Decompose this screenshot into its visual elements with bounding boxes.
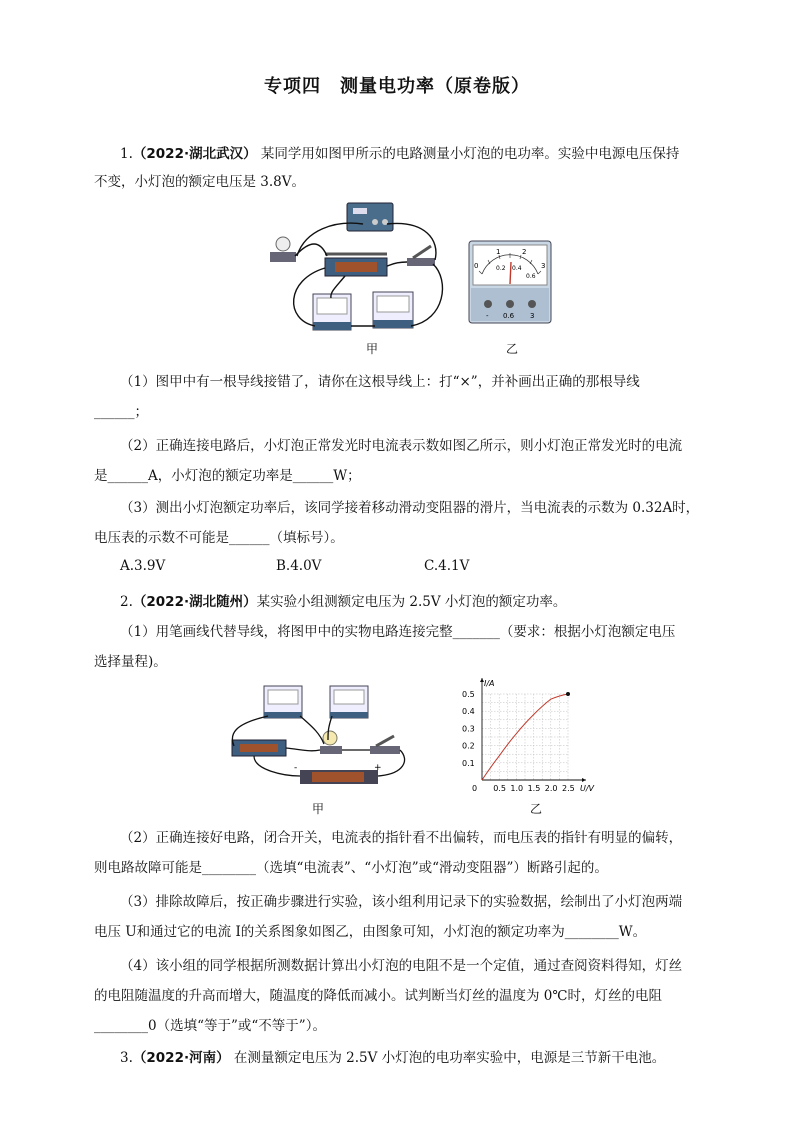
page-title: 专项四 测量电功率（原卷版） xyxy=(264,76,530,97)
q1-part1-a: （1）图甲中有一根导线接错了，请你在这根导线上：打“×”，并补画出正确的那根导线 xyxy=(120,374,640,390)
q1-figure-yi-ammeter xyxy=(468,240,552,324)
q2-part4-c: ________0（选填“等于”或“不等于”）。 xyxy=(94,1018,326,1034)
q1-part2-b: 是______A，小灯泡的额定功率是______W； xyxy=(94,468,361,484)
q2-part1-b: 选择量程)。 xyxy=(94,654,167,670)
x-tick-label: 2.0 xyxy=(544,784,558,793)
q3-number: 3. xyxy=(120,1050,133,1066)
q1-part3-b: 电压表的示数不可能是______（填标号）。 xyxy=(94,530,344,546)
q1-option-c: C.4.1V xyxy=(424,558,470,574)
x-tick-label: 0 xyxy=(472,784,478,793)
q1-fig-jia-caption: 甲 xyxy=(366,342,379,356)
q3-source: （2022·河南） xyxy=(132,1050,230,1066)
y-tick-label: 0.1 xyxy=(462,758,475,768)
meter-label-04: 0.4 xyxy=(512,265,522,272)
x-tick-label: 2.5 xyxy=(562,784,575,793)
meter-label-06: 0.6 xyxy=(526,273,536,280)
endpoint-marker xyxy=(566,692,570,696)
x-tick-label: 0.5 xyxy=(493,784,506,793)
q3-stem-line xyxy=(120,1046,665,1066)
meter-label-1: 1 xyxy=(496,248,501,256)
meter-label-2: 2 xyxy=(522,248,527,256)
terminal-neg: - xyxy=(486,312,489,320)
q1-number: 1. xyxy=(120,146,133,162)
y-axis-label: I/A xyxy=(484,679,495,688)
terminal-3: 3 xyxy=(530,312,535,320)
q2-part4-b: 的电阻随温度的升高而增大，随温度的降低而减小。试判断当灯丝的温度为 0℃时，灯丝的电阻 xyxy=(94,988,662,1004)
q2-stem: 某实验小组测额定电压为 2.5V 小灯泡的额定功率。 xyxy=(256,594,567,610)
q1-part1-b: ______； xyxy=(94,404,148,420)
q2-part2-a: （2）正确连接好电路，闭合开关，电流表的指针看不出偏转，而电压表的指针有明显的偏转， xyxy=(120,830,683,846)
q1-figure-jia xyxy=(265,200,455,340)
q2-figure-jia xyxy=(224,684,414,794)
q1-stem-b: 不变，小灯泡的额定电压是 3.8V。 xyxy=(94,174,306,190)
q2-part3-b: 电压 U和通过它的电流 I的关系图象如图乙，由图象可知，小灯泡的额定功率为________W。 xyxy=(94,924,647,940)
svg-text:+: + xyxy=(374,763,382,773)
x-axis-arrow xyxy=(582,778,586,782)
y-tick-label: 0.4 xyxy=(462,707,475,717)
meter-label-3: 3 xyxy=(541,262,546,270)
x-tick-label: 1.0 xyxy=(510,784,524,793)
svg-text:-: - xyxy=(294,763,298,773)
q2-number: 2. xyxy=(120,594,133,610)
q1-source: （2022·湖北武汉） xyxy=(132,146,257,162)
terminal-06: 0.6 xyxy=(503,312,515,320)
q3-stem: 在测量额定电压为 2.5V 小灯泡的电功率实验中，电源是三节新干电池。 xyxy=(233,1050,666,1066)
q1-stem-a: 某同学用如图甲所示的电路测量小灯泡的电功率。实验中电源电压保持 xyxy=(260,146,680,162)
q2-part1-a: （1）用笔画线代替导线，将图甲中的实物电路连接完整_______（要求：根据小灯泡额定电压 xyxy=(120,624,676,640)
y-tick-label: 0.2 xyxy=(462,741,475,751)
q2-source: （2022·湖北随州） xyxy=(132,594,257,610)
meter-label-02: 0.2 xyxy=(496,265,506,272)
q2-fig-jia-caption: 甲 xyxy=(312,802,325,816)
q1-part2-a: （2）正确连接电路后，小灯泡正常发光时电流表示数如图乙所示，则小灯泡正常发光时的电流 xyxy=(120,438,683,454)
q2-part3-a: （3）排除故障后，按正确步骤进行实验，该小组利用记录下的实验数据，绘制出了小灯泡两端 xyxy=(120,894,683,910)
q1-option-a: A.3.9V xyxy=(120,558,166,574)
q1-fig-yi-caption: 乙 xyxy=(506,342,519,356)
q2-part2-b: 则电路故障可能是________（选填“电流表”、“小灯泡”或“滑动变阻器”）断路引起的。 xyxy=(94,860,608,876)
x-axis-label: U/V xyxy=(580,784,595,793)
q2-iu-chart xyxy=(458,676,608,796)
q2-part4-a: （4）该小组的同学根据所测数据计算出小灯泡的电阻不是一个定值，通过查阅资料得知，灯丝 xyxy=(120,958,683,974)
y-tick-label: 0.3 xyxy=(462,724,475,734)
q1-stem-line xyxy=(120,142,679,162)
meter-label-0: 0 xyxy=(474,262,479,270)
y-tick-label: 0.5 xyxy=(462,690,475,699)
q2-stem-line xyxy=(120,590,566,610)
q2-fig-yi-caption: 乙 xyxy=(530,802,543,816)
q1-option-b: B.4.0V xyxy=(276,558,322,574)
q1-part3-a: （3）测出小灯泡额定功率后，该同学接着移动滑动变阻器的滑片，当电流表的示数为 0.32A时， xyxy=(120,500,700,516)
x-tick-label: 1.5 xyxy=(527,784,541,793)
